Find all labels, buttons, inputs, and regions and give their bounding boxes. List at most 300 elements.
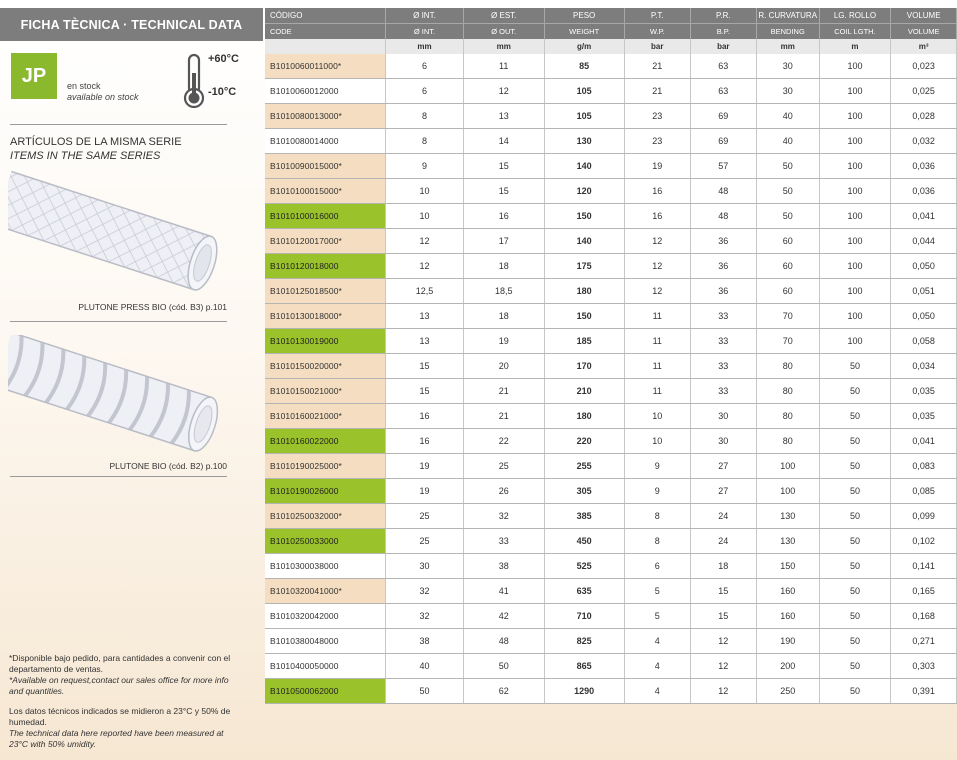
working-pressure-cell: 4	[624, 629, 690, 654]
product-code: B1010190025000*	[265, 454, 386, 479]
burst-pressure-cell: 18	[690, 554, 756, 579]
weight-cell: 305	[544, 479, 624, 504]
volume-cell: 0,032	[891, 129, 957, 154]
outer-diameter-cell: 42	[463, 604, 544, 629]
working-pressure-cell: 10	[624, 429, 690, 454]
working-pressure-cell: 11	[624, 379, 690, 404]
outer-diameter-cell: 21	[463, 404, 544, 429]
burst-pressure-cell: 12	[690, 654, 756, 679]
table-row	[265, 254, 957, 279]
table-row	[265, 129, 957, 154]
burst-pressure-cell: 48	[690, 179, 756, 204]
burst-pressure-cell: 33	[690, 379, 756, 404]
weight-cell: 825	[544, 629, 624, 654]
volume-cell: 0,271	[891, 629, 957, 654]
header-coil-length: COIL LGTH.	[819, 24, 891, 40]
coil-length-cell: 100	[819, 179, 891, 204]
header-bending-radius: mm	[756, 39, 819, 54]
same-series-heading	[10, 135, 182, 163]
product-code: B1010160022000	[265, 429, 386, 454]
volume-cell: 0,041	[891, 204, 957, 229]
burst-pressure-cell: 33	[690, 304, 756, 329]
inner-diameter-cell: 19	[386, 454, 464, 479]
working-pressure-cell: 21	[624, 79, 690, 104]
header-inner-diameter: Ø INT.	[386, 24, 464, 40]
working-pressure-cell: 9	[624, 454, 690, 479]
header-weight: PESO	[544, 8, 624, 24]
product-code: B1010120017000*	[265, 229, 386, 254]
volume-cell: 0,303	[891, 654, 957, 679]
weight-cell: 255	[544, 454, 624, 479]
outer-diameter-cell: 50	[463, 654, 544, 679]
coil-length-cell: 100	[819, 329, 891, 354]
volume-cell: 0,034	[891, 354, 957, 379]
weight-cell: 385	[544, 504, 624, 529]
product-caption-bio: PLUTONE BIO (cód. B2) p.100	[109, 461, 227, 471]
inner-diameter-cell: 8	[386, 129, 464, 154]
working-pressure-cell: 5	[624, 604, 690, 629]
bending-radius-cell: 50	[756, 179, 819, 204]
working-pressure-cell: 23	[624, 129, 690, 154]
weight-cell: 180	[544, 279, 624, 304]
working-pressure-cell: 8	[624, 529, 690, 554]
inner-diameter-cell: 50	[386, 679, 464, 704]
volume-cell: 0,102	[891, 529, 957, 554]
burst-pressure-cell: 69	[690, 129, 756, 154]
outer-diameter-cell: 18	[463, 254, 544, 279]
coil-length-cell: 100	[819, 104, 891, 129]
table-row	[265, 104, 957, 129]
bending-radius-cell: 30	[756, 54, 819, 79]
coil-length-cell: 50	[819, 579, 891, 604]
burst-pressure-cell: 63	[690, 54, 756, 79]
weight-cell: 185	[544, 329, 624, 354]
bending-radius-cell: 40	[756, 104, 819, 129]
bending-radius-cell: 160	[756, 579, 819, 604]
burst-pressure-cell: 57	[690, 154, 756, 179]
bending-radius-cell: 60	[756, 254, 819, 279]
inner-diameter-cell: 12	[386, 229, 464, 254]
weight-cell: 150	[544, 304, 624, 329]
header-volume: VOLUME	[891, 24, 957, 40]
left-panel	[0, 0, 263, 760]
volume-cell: 0,035	[891, 379, 957, 404]
weight-cell: 210	[544, 379, 624, 404]
header-burst-pressure: B.P.	[690, 24, 756, 40]
burst-pressure-cell: 30	[690, 404, 756, 429]
working-pressure-cell: 19	[624, 154, 690, 179]
footnotes	[9, 653, 244, 750]
outer-diameter-cell: 20	[463, 354, 544, 379]
braided-hose-image	[8, 170, 233, 295]
header-working-pressure: W.P.	[624, 24, 690, 40]
table-row	[265, 179, 957, 204]
table-row	[265, 504, 957, 529]
inner-diameter-cell: 8	[386, 104, 464, 129]
volume-cell: 0,141	[891, 554, 957, 579]
working-pressure-cell: 12	[624, 254, 690, 279]
product-code: B1010080014000	[265, 129, 386, 154]
product-code: B1010130019000	[265, 329, 386, 354]
weight-cell: 865	[544, 654, 624, 679]
product-code: B1010320041000*	[265, 579, 386, 604]
bending-radius-cell: 80	[756, 404, 819, 429]
product-code: B1010060011000*	[265, 54, 386, 79]
weight-cell: 710	[544, 604, 624, 629]
weight-cell: 1290	[544, 679, 624, 704]
stock-label-es: en stock	[67, 81, 101, 91]
table-row	[265, 379, 957, 404]
working-pressure-cell: 9	[624, 479, 690, 504]
product-code: B1010060012000	[265, 79, 386, 104]
product-code: B1010500062000	[265, 679, 386, 704]
burst-pressure-cell: 33	[690, 329, 756, 354]
volume-cell: 0,168	[891, 604, 957, 629]
table-row	[265, 479, 957, 504]
bending-radius-cell: 30	[756, 79, 819, 104]
stock-label	[67, 81, 139, 103]
min-temperature: -10°C	[208, 86, 237, 98]
outer-diameter-cell: 14	[463, 129, 544, 154]
header-code: CÓDIGO	[265, 8, 386, 24]
volume-cell: 0,023	[891, 54, 957, 79]
product-caption-press-bio: PLUTONE PRESS BIO (cód. B3) p.101	[78, 302, 227, 312]
outer-diameter-cell: 48	[463, 629, 544, 654]
product-code: B1010120018000	[265, 254, 386, 279]
weight-cell: 450	[544, 529, 624, 554]
burst-pressure-cell: 36	[690, 254, 756, 279]
table-row	[265, 79, 957, 104]
product-code: B1010320042000	[265, 604, 386, 629]
product-code: B1010160021000*	[265, 404, 386, 429]
inner-diameter-cell: 10	[386, 179, 464, 204]
volume-cell: 0,083	[891, 454, 957, 479]
header-row-en	[265, 24, 957, 40]
same-series-heading-en: ITEMS IN THE SAME SERIES	[10, 150, 161, 162]
coil-length-cell: 100	[819, 79, 891, 104]
availability-note-en: *Available on request,contact our sales office for more info and quantities.	[9, 675, 229, 696]
bending-radius-cell: 80	[756, 379, 819, 404]
divider	[10, 321, 227, 322]
volume-cell: 0,391	[891, 679, 957, 704]
bending-radius-cell: 130	[756, 504, 819, 529]
product-code: B1010150021000*	[265, 379, 386, 404]
volume-cell: 0,035	[891, 404, 957, 429]
units-row	[265, 39, 957, 54]
table-row	[265, 604, 957, 629]
inner-diameter-cell: 16	[386, 404, 464, 429]
working-pressure-cell: 11	[624, 329, 690, 354]
product-code: B1010380048000	[265, 629, 386, 654]
coil-length-cell: 50	[819, 379, 891, 404]
table-row	[265, 404, 957, 429]
outer-diameter-cell: 41	[463, 579, 544, 604]
inner-diameter-cell: 16	[386, 429, 464, 454]
table-row	[265, 54, 957, 79]
table-row	[265, 329, 957, 354]
divider	[10, 476, 227, 477]
outer-diameter-cell: 17	[463, 229, 544, 254]
bending-radius-cell: 80	[756, 354, 819, 379]
outer-diameter-cell: 33	[463, 529, 544, 554]
inner-diameter-cell: 13	[386, 304, 464, 329]
spiral-hose-image	[8, 335, 233, 455]
outer-diameter-cell: 21	[463, 379, 544, 404]
header-outer-diameter: Ø EST.	[463, 8, 544, 24]
coil-length-cell: 100	[819, 54, 891, 79]
coil-length-cell: 50	[819, 654, 891, 679]
header-burst-pressure: P.R.	[690, 8, 756, 24]
working-pressure-cell: 16	[624, 179, 690, 204]
table-row	[265, 304, 957, 329]
product-code: B1010250032000*	[265, 504, 386, 529]
product-code: B1010100016000	[265, 204, 386, 229]
outer-diameter-cell: 16	[463, 204, 544, 229]
outer-diameter-cell: 12	[463, 79, 544, 104]
technical-data-table	[265, 8, 957, 704]
coil-length-cell: 50	[819, 629, 891, 654]
burst-pressure-cell: 27	[690, 479, 756, 504]
header-working-pressure: bar	[624, 39, 690, 54]
inner-diameter-cell: 12,5	[386, 279, 464, 304]
inner-diameter-cell: 6	[386, 54, 464, 79]
table-row	[265, 529, 957, 554]
weight-cell: 170	[544, 354, 624, 379]
section-title: FICHA TÈCNICA · TECHNICAL DATA	[0, 8, 263, 41]
volume-cell: 0,025	[891, 79, 957, 104]
outer-diameter-cell: 19	[463, 329, 544, 354]
inner-diameter-cell: 40	[386, 654, 464, 679]
bending-radius-cell: 100	[756, 454, 819, 479]
header-row-es	[265, 8, 957, 24]
divider	[10, 124, 227, 125]
weight-cell: 150	[544, 204, 624, 229]
coil-length-cell: 100	[819, 254, 891, 279]
weight-cell: 105	[544, 104, 624, 129]
bending-radius-cell: 60	[756, 279, 819, 304]
measurement-note-es: Los datos técnicos indicados se midieron a 23°C y 50% de humedad.	[9, 706, 231, 727]
weight-cell: 180	[544, 404, 624, 429]
bending-radius-cell: 80	[756, 429, 819, 454]
bending-radius-cell: 150	[756, 554, 819, 579]
table-row	[265, 154, 957, 179]
coil-length-cell: 50	[819, 529, 891, 554]
weight-cell: 525	[544, 554, 624, 579]
burst-pressure-cell: 36	[690, 279, 756, 304]
working-pressure-cell: 11	[624, 304, 690, 329]
burst-pressure-cell: 36	[690, 229, 756, 254]
outer-diameter-cell: 18	[463, 304, 544, 329]
burst-pressure-cell: 15	[690, 604, 756, 629]
coil-length-cell: 100	[819, 129, 891, 154]
working-pressure-cell: 4	[624, 679, 690, 704]
measurement-note-en: The technical data here reported have been measured at 23°C with 50% umidity.	[9, 728, 224, 749]
bending-radius-cell: 190	[756, 629, 819, 654]
inner-diameter-cell: 10	[386, 204, 464, 229]
working-pressure-cell: 6	[624, 554, 690, 579]
table-row	[265, 679, 957, 704]
coil-length-cell: 100	[819, 279, 891, 304]
volume-cell: 0,085	[891, 479, 957, 504]
working-pressure-cell: 21	[624, 54, 690, 79]
table-row	[265, 554, 957, 579]
burst-pressure-cell: 33	[690, 354, 756, 379]
volume-cell: 0,050	[891, 254, 957, 279]
inner-diameter-cell: 25	[386, 504, 464, 529]
outer-diameter-cell: 62	[463, 679, 544, 704]
outer-diameter-cell: 25	[463, 454, 544, 479]
burst-pressure-cell: 30	[690, 429, 756, 454]
table-row	[265, 279, 957, 304]
product-code: B1010190026000	[265, 479, 386, 504]
coil-length-cell: 50	[819, 354, 891, 379]
outer-diameter-cell: 22	[463, 429, 544, 454]
thermometer-icon	[182, 53, 206, 109]
header-outer-diameter: Ø OUT.	[463, 24, 544, 40]
header-coil-length: m	[819, 39, 891, 54]
working-pressure-cell: 16	[624, 204, 690, 229]
weight-cell: 175	[544, 254, 624, 279]
product-code: B1010150020000*	[265, 354, 386, 379]
working-pressure-cell: 12	[624, 229, 690, 254]
table-row	[265, 654, 957, 679]
header-outer-diameter: mm	[463, 39, 544, 54]
inner-diameter-cell: 15	[386, 379, 464, 404]
same-series-heading-es: ARTÍCULOS DE LA MISMA SERIE	[10, 136, 182, 148]
table-row	[265, 204, 957, 229]
max-temperature: +60°C	[208, 53, 240, 65]
inner-diameter-cell: 12	[386, 254, 464, 279]
volume-cell: 0,099	[891, 504, 957, 529]
header-volume: VOLUME	[891, 8, 957, 24]
inner-diameter-cell: 6	[386, 79, 464, 104]
weight-cell: 105	[544, 79, 624, 104]
inner-diameter-cell: 30	[386, 554, 464, 579]
header-coil-length: LG. ROLLO	[819, 8, 891, 24]
working-pressure-cell: 10	[624, 404, 690, 429]
working-pressure-cell: 23	[624, 104, 690, 129]
weight-cell: 140	[544, 229, 624, 254]
burst-pressure-cell: 27	[690, 454, 756, 479]
burst-pressure-cell: 15	[690, 579, 756, 604]
burst-pressure-cell: 12	[690, 679, 756, 704]
weight-cell: 85	[544, 54, 624, 79]
inner-diameter-cell: 32	[386, 579, 464, 604]
header-code	[265, 39, 386, 54]
availability-note-es: *Disponible bajo pedido, para cantidades a convenir con el departamento de ventas.	[9, 653, 231, 674]
product-code: B1010100015000*	[265, 179, 386, 204]
bending-radius-cell: 50	[756, 204, 819, 229]
coil-length-cell: 50	[819, 404, 891, 429]
product-code: B1010080013000*	[265, 104, 386, 129]
coil-length-cell: 100	[819, 304, 891, 329]
inner-diameter-cell: 32	[386, 604, 464, 629]
header-bending-radius: R. CURVATURA	[756, 8, 819, 24]
working-pressure-cell: 4	[624, 654, 690, 679]
volume-cell: 0,036	[891, 179, 957, 204]
table-row	[265, 229, 957, 254]
weight-cell: 120	[544, 179, 624, 204]
outer-diameter-cell: 11	[463, 54, 544, 79]
product-code: B1010300038000	[265, 554, 386, 579]
burst-pressure-cell: 12	[690, 629, 756, 654]
volume-cell: 0,165	[891, 579, 957, 604]
table-row	[265, 629, 957, 654]
coil-length-cell: 50	[819, 504, 891, 529]
header-bending-radius: BENDING	[756, 24, 819, 40]
header-inner-diameter: Ø INT.	[386, 8, 464, 24]
bending-radius-cell: 40	[756, 129, 819, 154]
header-burst-pressure: bar	[690, 39, 756, 54]
inner-diameter-cell: 9	[386, 154, 464, 179]
table-row	[265, 579, 957, 604]
bending-radius-cell: 160	[756, 604, 819, 629]
header-working-pressure: P.T.	[624, 8, 690, 24]
coil-length-cell: 50	[819, 429, 891, 454]
stock-label-en: available on stock	[67, 92, 139, 102]
bending-radius-cell: 200	[756, 654, 819, 679]
inner-diameter-cell: 13	[386, 329, 464, 354]
weight-cell: 130	[544, 129, 624, 154]
bending-radius-cell: 100	[756, 479, 819, 504]
header-inner-diameter: mm	[386, 39, 464, 54]
outer-diameter-cell: 38	[463, 554, 544, 579]
bending-radius-cell: 130	[756, 529, 819, 554]
weight-cell: 220	[544, 429, 624, 454]
outer-diameter-cell: 15	[463, 179, 544, 204]
coil-length-cell: 100	[819, 154, 891, 179]
table-row	[265, 454, 957, 479]
product-code: B1010400050000	[265, 654, 386, 679]
table-row	[265, 354, 957, 379]
header-volume: m³	[891, 39, 957, 54]
header-weight: WEIGHT	[544, 24, 624, 40]
coil-length-cell: 50	[819, 554, 891, 579]
coil-length-cell: 100	[819, 229, 891, 254]
working-pressure-cell: 11	[624, 354, 690, 379]
volume-cell: 0,041	[891, 429, 957, 454]
product-code: B1010130018000*	[265, 304, 386, 329]
volume-cell: 0,044	[891, 229, 957, 254]
working-pressure-cell: 12	[624, 279, 690, 304]
burst-pressure-cell: 24	[690, 529, 756, 554]
bending-radius-cell: 60	[756, 229, 819, 254]
burst-pressure-cell: 63	[690, 79, 756, 104]
inner-diameter-cell: 25	[386, 529, 464, 554]
weight-cell: 140	[544, 154, 624, 179]
volume-cell: 0,051	[891, 279, 957, 304]
volume-cell: 0,036	[891, 154, 957, 179]
volume-cell: 0,058	[891, 329, 957, 354]
bending-radius-cell: 70	[756, 304, 819, 329]
bending-radius-cell: 250	[756, 679, 819, 704]
burst-pressure-cell: 24	[690, 504, 756, 529]
inner-diameter-cell: 15	[386, 354, 464, 379]
weight-cell: 635	[544, 579, 624, 604]
product-code: B1010125018500*	[265, 279, 386, 304]
coil-length-cell: 50	[819, 679, 891, 704]
burst-pressure-cell: 48	[690, 204, 756, 229]
product-code: B1010090015000*	[265, 154, 386, 179]
table-row	[265, 429, 957, 454]
bending-radius-cell: 70	[756, 329, 819, 354]
outer-diameter-cell: 18,5	[463, 279, 544, 304]
outer-diameter-cell: 15	[463, 154, 544, 179]
outer-diameter-cell: 32	[463, 504, 544, 529]
volume-cell: 0,028	[891, 104, 957, 129]
working-pressure-cell: 8	[624, 504, 690, 529]
coil-length-cell: 50	[819, 479, 891, 504]
